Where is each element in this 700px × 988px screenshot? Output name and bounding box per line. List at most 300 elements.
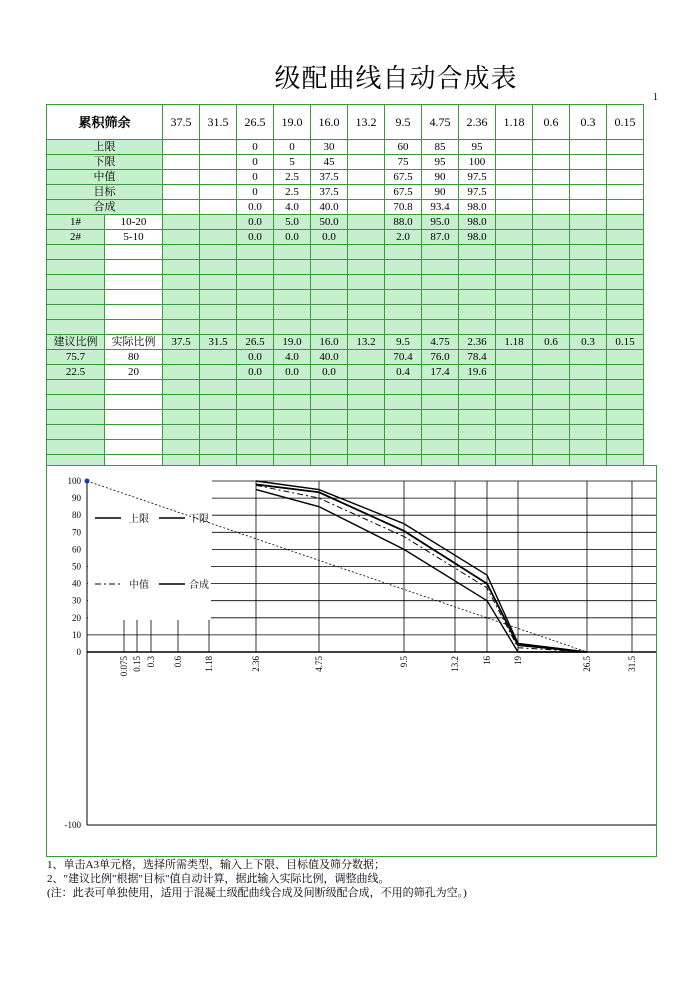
empty-cell[interactable]: [459, 260, 496, 275]
empty-cell[interactable]: [496, 245, 533, 260]
value-cell[interactable]: [533, 155, 570, 170]
empty-cell[interactable]: [533, 410, 570, 425]
empty-cell[interactable]: [348, 380, 385, 395]
empty-cell[interactable]: [274, 290, 311, 305]
value-cell[interactable]: [533, 185, 570, 200]
material-id[interactable]: 2#: [47, 230, 105, 245]
empty-cell[interactable]: [237, 245, 274, 260]
empty-cell[interactable]: [348, 305, 385, 320]
empty-cell[interactable]: [385, 425, 422, 440]
sieve-header[interactable]: 1.18: [496, 105, 533, 140]
empty-cell[interactable]: [237, 290, 274, 305]
empty-cell[interactable]: [311, 425, 348, 440]
empty-cell[interactable]: [274, 425, 311, 440]
sieve-header[interactable]: 13.2: [348, 335, 385, 350]
sieve-header[interactable]: 0.3: [570, 335, 607, 350]
empty-cell[interactable]: [607, 305, 644, 320]
sieve-header[interactable]: 31.5: [200, 335, 237, 350]
empty-cell[interactable]: [496, 395, 533, 410]
value-cell[interactable]: 0.4: [385, 365, 422, 380]
empty-cell[interactable]: [47, 410, 105, 425]
empty-cell[interactable]: [348, 275, 385, 290]
empty-cell[interactable]: [163, 425, 200, 440]
empty-cell[interactable]: [459, 440, 496, 455]
sieve-header[interactable]: 13.2: [348, 105, 385, 140]
empty-cell[interactable]: [385, 260, 422, 275]
empty-cell[interactable]: [607, 260, 644, 275]
material-name[interactable]: 5-10: [105, 230, 163, 245]
value-cell[interactable]: 98.0: [459, 200, 496, 215]
value-cell[interactable]: 97.5: [459, 185, 496, 200]
empty-cell[interactable]: [163, 320, 200, 335]
value-cell[interactable]: [607, 350, 644, 365]
value-cell[interactable]: 60: [385, 140, 422, 155]
empty-cell[interactable]: [163, 275, 200, 290]
empty-cell[interactable]: [274, 320, 311, 335]
empty-cell[interactable]: [496, 275, 533, 290]
value-cell[interactable]: 0.0: [237, 365, 274, 380]
empty-cell[interactable]: [274, 395, 311, 410]
empty-cell[interactable]: [459, 410, 496, 425]
sieve-header[interactable]: 4.75: [422, 335, 459, 350]
value-cell[interactable]: 67.5: [385, 185, 422, 200]
empty-cell[interactable]: [422, 425, 459, 440]
empty-cell[interactable]: [459, 245, 496, 260]
empty-cell[interactable]: [274, 410, 311, 425]
empty-cell[interactable]: [200, 395, 237, 410]
empty-cell[interactable]: [459, 320, 496, 335]
empty-cell[interactable]: [533, 425, 570, 440]
empty-cell[interactable]: [105, 260, 163, 275]
empty-cell[interactable]: [570, 275, 607, 290]
empty-cell[interactable]: [105, 305, 163, 320]
value-cell[interactable]: 67.5: [385, 170, 422, 185]
sieve-header[interactable]: 1.18: [496, 335, 533, 350]
empty-cell[interactable]: [348, 410, 385, 425]
empty-cell[interactable]: [496, 410, 533, 425]
empty-cell[interactable]: [570, 380, 607, 395]
material-id[interactable]: 1#: [47, 215, 105, 230]
empty-cell[interactable]: [47, 245, 105, 260]
empty-cell[interactable]: [274, 440, 311, 455]
empty-cell[interactable]: [496, 305, 533, 320]
value-cell[interactable]: 2.5: [274, 170, 311, 185]
empty-cell[interactable]: [47, 305, 105, 320]
empty-cell[interactable]: [422, 260, 459, 275]
value-cell[interactable]: [570, 170, 607, 185]
empty-cell[interactable]: [385, 245, 422, 260]
empty-cell[interactable]: [163, 440, 200, 455]
value-cell[interactable]: [163, 200, 200, 215]
value-cell[interactable]: 40.0: [311, 350, 348, 365]
value-cell[interactable]: 0.0: [311, 365, 348, 380]
empty-cell[interactable]: [105, 395, 163, 410]
empty-cell[interactable]: [607, 425, 644, 440]
value-cell[interactable]: 0: [237, 140, 274, 155]
sieve-header[interactable]: 2.36: [459, 105, 496, 140]
value-cell[interactable]: [163, 215, 200, 230]
empty-cell[interactable]: [311, 275, 348, 290]
empty-cell[interactable]: [237, 410, 274, 425]
value-cell[interactable]: [348, 200, 385, 215]
value-cell[interactable]: 98.0: [459, 230, 496, 245]
empty-cell[interactable]: [105, 290, 163, 305]
value-cell[interactable]: 70.8: [385, 200, 422, 215]
empty-cell[interactable]: [311, 320, 348, 335]
value-cell[interactable]: 0: [237, 170, 274, 185]
empty-cell[interactable]: [459, 425, 496, 440]
empty-cell[interactable]: [496, 260, 533, 275]
value-cell[interactable]: 0.0: [274, 230, 311, 245]
value-cell[interactable]: [496, 185, 533, 200]
value-cell[interactable]: 37.5: [311, 170, 348, 185]
actual-ratio[interactable]: 80: [105, 350, 163, 365]
sieve-header[interactable]: 0.15: [607, 335, 644, 350]
header-cumulative-retained[interactable]: 累积筛余: [47, 105, 163, 140]
value-cell[interactable]: 100: [459, 155, 496, 170]
value-cell[interactable]: 40.0: [311, 200, 348, 215]
row-label[interactable]: 合成: [47, 200, 163, 215]
value-cell[interactable]: 45: [311, 155, 348, 170]
empty-cell[interactable]: [311, 380, 348, 395]
value-cell[interactable]: [607, 155, 644, 170]
value-cell[interactable]: 76.0: [422, 350, 459, 365]
value-cell[interactable]: [533, 170, 570, 185]
empty-cell[interactable]: [496, 290, 533, 305]
value-cell[interactable]: [496, 140, 533, 155]
empty-cell[interactable]: [274, 305, 311, 320]
empty-cell[interactable]: [496, 440, 533, 455]
empty-cell[interactable]: [47, 395, 105, 410]
empty-cell[interactable]: [607, 275, 644, 290]
value-cell[interactable]: [200, 140, 237, 155]
empty-cell[interactable]: [311, 290, 348, 305]
empty-cell[interactable]: [200, 410, 237, 425]
empty-cell[interactable]: [163, 305, 200, 320]
empty-cell[interactable]: [237, 275, 274, 290]
value-cell[interactable]: 30: [311, 140, 348, 155]
value-cell[interactable]: 0.0: [237, 215, 274, 230]
value-cell[interactable]: [570, 200, 607, 215]
empty-cell[interactable]: [533, 275, 570, 290]
sieve-header[interactable]: 0.3: [570, 105, 607, 140]
empty-cell[interactable]: [570, 245, 607, 260]
value-cell[interactable]: [607, 215, 644, 230]
value-cell[interactable]: [348, 230, 385, 245]
value-cell[interactable]: 0.0: [311, 230, 348, 245]
sieve-header[interactable]: 37.5: [163, 335, 200, 350]
value-cell[interactable]: [533, 365, 570, 380]
empty-cell[interactable]: [311, 395, 348, 410]
empty-cell[interactable]: [311, 410, 348, 425]
empty-cell[interactable]: [385, 410, 422, 425]
value-cell[interactable]: [496, 170, 533, 185]
empty-cell[interactable]: [163, 395, 200, 410]
empty-cell[interactable]: [533, 395, 570, 410]
sieve-header[interactable]: 16.0: [311, 105, 348, 140]
value-cell[interactable]: 70.4: [385, 350, 422, 365]
value-cell[interactable]: 2.5: [274, 185, 311, 200]
sieve-header[interactable]: 16.0: [311, 335, 348, 350]
empty-cell[interactable]: [570, 305, 607, 320]
empty-cell[interactable]: [348, 260, 385, 275]
value-cell[interactable]: 97.5: [459, 170, 496, 185]
empty-cell[interactable]: [200, 380, 237, 395]
empty-cell[interactable]: [200, 290, 237, 305]
value-cell[interactable]: 75: [385, 155, 422, 170]
empty-cell[interactable]: [105, 275, 163, 290]
empty-cell[interactable]: [385, 440, 422, 455]
empty-cell[interactable]: [533, 440, 570, 455]
empty-cell[interactable]: [200, 425, 237, 440]
value-cell[interactable]: 4.0: [274, 350, 311, 365]
suggested-ratio[interactable]: 75.7: [47, 350, 105, 365]
empty-cell[interactable]: [348, 425, 385, 440]
value-cell[interactable]: 17.4: [422, 365, 459, 380]
value-cell[interactable]: [607, 200, 644, 215]
empty-cell[interactable]: [47, 260, 105, 275]
value-cell[interactable]: 0.0: [237, 200, 274, 215]
value-cell[interactable]: 0: [237, 185, 274, 200]
value-cell[interactable]: [348, 170, 385, 185]
empty-cell[interactable]: [422, 410, 459, 425]
empty-cell[interactable]: [422, 395, 459, 410]
empty-cell[interactable]: [237, 320, 274, 335]
value-cell[interactable]: [163, 155, 200, 170]
value-cell[interactable]: [607, 140, 644, 155]
empty-cell[interactable]: [422, 320, 459, 335]
empty-cell[interactable]: [163, 260, 200, 275]
value-cell[interactable]: 50.0: [311, 215, 348, 230]
value-cell[interactable]: [163, 185, 200, 200]
value-cell[interactable]: [200, 365, 237, 380]
value-cell[interactable]: [496, 155, 533, 170]
empty-cell[interactable]: [237, 395, 274, 410]
empty-cell[interactable]: [385, 380, 422, 395]
value-cell[interactable]: [163, 365, 200, 380]
empty-cell[interactable]: [570, 320, 607, 335]
empty-cell[interactable]: [237, 425, 274, 440]
value-cell[interactable]: [496, 230, 533, 245]
empty-cell[interactable]: [422, 305, 459, 320]
empty-cell[interactable]: [422, 245, 459, 260]
value-cell[interactable]: [570, 365, 607, 380]
value-cell[interactable]: [570, 155, 607, 170]
value-cell[interactable]: [496, 350, 533, 365]
value-cell[interactable]: [533, 140, 570, 155]
value-cell[interactable]: [533, 215, 570, 230]
value-cell[interactable]: 90: [422, 185, 459, 200]
empty-cell[interactable]: [200, 320, 237, 335]
empty-cell[interactable]: [570, 440, 607, 455]
empty-cell[interactable]: [105, 380, 163, 395]
value-cell[interactable]: 0.0: [274, 365, 311, 380]
sieve-header[interactable]: 0.6: [533, 335, 570, 350]
value-cell[interactable]: [348, 185, 385, 200]
empty-cell[interactable]: [533, 320, 570, 335]
empty-cell[interactable]: [496, 320, 533, 335]
empty-cell[interactable]: [459, 305, 496, 320]
empty-cell[interactable]: [163, 410, 200, 425]
value-cell[interactable]: [533, 350, 570, 365]
value-cell[interactable]: [570, 140, 607, 155]
value-cell[interactable]: [200, 350, 237, 365]
value-cell[interactable]: 85: [422, 140, 459, 155]
empty-cell[interactable]: [47, 380, 105, 395]
empty-cell[interactable]: [459, 395, 496, 410]
empty-cell[interactable]: [496, 425, 533, 440]
suggested-ratio[interactable]: 22.5: [47, 365, 105, 380]
value-cell[interactable]: 0: [274, 140, 311, 155]
empty-cell[interactable]: [200, 305, 237, 320]
value-cell[interactable]: [163, 350, 200, 365]
value-cell[interactable]: [348, 350, 385, 365]
value-cell[interactable]: 93.4: [422, 200, 459, 215]
empty-cell[interactable]: [348, 395, 385, 410]
sieve-header[interactable]: 0.15: [607, 105, 644, 140]
value-cell[interactable]: [496, 215, 533, 230]
empty-cell[interactable]: [348, 290, 385, 305]
value-cell[interactable]: 0.0: [237, 350, 274, 365]
empty-cell[interactable]: [422, 380, 459, 395]
empty-cell[interactable]: [47, 320, 105, 335]
empty-cell[interactable]: [163, 245, 200, 260]
empty-cell[interactable]: [200, 440, 237, 455]
sieve-header[interactable]: 26.5: [237, 335, 274, 350]
sieve-header[interactable]: 9.5: [385, 335, 422, 350]
empty-cell[interactable]: [237, 260, 274, 275]
empty-cell[interactable]: [237, 380, 274, 395]
sieve-header[interactable]: 26.5: [237, 105, 274, 140]
empty-cell[interactable]: [274, 245, 311, 260]
sieve-header[interactable]: 4.75: [422, 105, 459, 140]
empty-cell[interactable]: [311, 305, 348, 320]
empty-cell[interactable]: [422, 290, 459, 305]
value-cell[interactable]: [570, 215, 607, 230]
empty-cell[interactable]: [570, 395, 607, 410]
value-cell[interactable]: [607, 170, 644, 185]
empty-cell[interactable]: [47, 440, 105, 455]
value-cell[interactable]: [607, 230, 644, 245]
empty-cell[interactable]: [237, 305, 274, 320]
value-cell[interactable]: 98.0: [459, 215, 496, 230]
empty-cell[interactable]: [385, 320, 422, 335]
empty-cell[interactable]: [533, 290, 570, 305]
value-cell[interactable]: [533, 230, 570, 245]
value-cell[interactable]: [533, 200, 570, 215]
empty-cell[interactable]: [533, 260, 570, 275]
empty-cell[interactable]: [348, 245, 385, 260]
value-cell[interactable]: 37.5: [311, 185, 348, 200]
empty-cell[interactable]: [385, 275, 422, 290]
empty-cell[interactable]: [533, 245, 570, 260]
empty-cell[interactable]: [311, 440, 348, 455]
empty-cell[interactable]: [607, 320, 644, 335]
empty-cell[interactable]: [570, 290, 607, 305]
empty-cell[interactable]: [607, 245, 644, 260]
empty-cell[interactable]: [237, 440, 274, 455]
empty-cell[interactable]: [47, 425, 105, 440]
value-cell[interactable]: [163, 140, 200, 155]
value-cell[interactable]: [200, 170, 237, 185]
value-cell[interactable]: 95: [459, 140, 496, 155]
empty-cell[interactable]: [348, 320, 385, 335]
value-cell[interactable]: 0: [237, 155, 274, 170]
value-cell[interactable]: 4.0: [274, 200, 311, 215]
empty-cell[interactable]: [105, 425, 163, 440]
value-cell[interactable]: [348, 155, 385, 170]
empty-cell[interactable]: [105, 440, 163, 455]
row-label[interactable]: 上限: [47, 140, 163, 155]
empty-cell[interactable]: [422, 275, 459, 290]
value-cell[interactable]: 0.0: [237, 230, 274, 245]
empty-cell[interactable]: [385, 395, 422, 410]
empty-cell[interactable]: [311, 245, 348, 260]
empty-cell[interactable]: [459, 290, 496, 305]
value-cell[interactable]: [163, 230, 200, 245]
sieve-header[interactable]: 2.36: [459, 335, 496, 350]
value-cell[interactable]: [200, 155, 237, 170]
empty-cell[interactable]: [533, 305, 570, 320]
empty-cell[interactable]: [607, 440, 644, 455]
sieve-header[interactable]: 9.5: [385, 105, 422, 140]
value-cell[interactable]: [200, 185, 237, 200]
value-cell[interactable]: 87.0: [422, 230, 459, 245]
sieve-header[interactable]: 31.5: [200, 105, 237, 140]
sieve-header[interactable]: 0.6: [533, 105, 570, 140]
header-actual-ratio[interactable]: 实际比例: [105, 335, 163, 350]
value-cell[interactable]: [163, 170, 200, 185]
row-label[interactable]: 下限: [47, 155, 163, 170]
value-cell[interactable]: [200, 215, 237, 230]
empty-cell[interactable]: [163, 290, 200, 305]
header-suggested-ratio[interactable]: 建议比例: [47, 335, 105, 350]
value-cell[interactable]: [348, 140, 385, 155]
actual-ratio[interactable]: 20: [105, 365, 163, 380]
empty-cell[interactable]: [105, 245, 163, 260]
value-cell[interactable]: 95.0: [422, 215, 459, 230]
empty-cell[interactable]: [163, 380, 200, 395]
sieve-header[interactable]: 19.0: [274, 335, 311, 350]
empty-cell[interactable]: [47, 290, 105, 305]
value-cell[interactable]: [570, 350, 607, 365]
empty-cell[interactable]: [274, 380, 311, 395]
value-cell[interactable]: [570, 230, 607, 245]
empty-cell[interactable]: [200, 245, 237, 260]
value-cell[interactable]: 2.0: [385, 230, 422, 245]
value-cell[interactable]: 5: [274, 155, 311, 170]
empty-cell[interactable]: [200, 260, 237, 275]
empty-cell[interactable]: [607, 410, 644, 425]
empty-cell[interactable]: [607, 395, 644, 410]
value-cell[interactable]: [570, 185, 607, 200]
value-cell[interactable]: [200, 230, 237, 245]
sieve-header[interactable]: 37.5: [163, 105, 200, 140]
empty-cell[interactable]: [607, 290, 644, 305]
value-cell[interactable]: 88.0: [385, 215, 422, 230]
row-label[interactable]: 目标: [47, 185, 163, 200]
value-cell[interactable]: 78.4: [459, 350, 496, 365]
empty-cell[interactable]: [459, 380, 496, 395]
empty-cell[interactable]: [607, 380, 644, 395]
value-cell[interactable]: [607, 185, 644, 200]
empty-cell[interactable]: [533, 380, 570, 395]
value-cell[interactable]: [200, 200, 237, 215]
empty-cell[interactable]: [385, 305, 422, 320]
value-cell[interactable]: [607, 365, 644, 380]
empty-cell[interactable]: [459, 275, 496, 290]
empty-cell[interactable]: [570, 425, 607, 440]
